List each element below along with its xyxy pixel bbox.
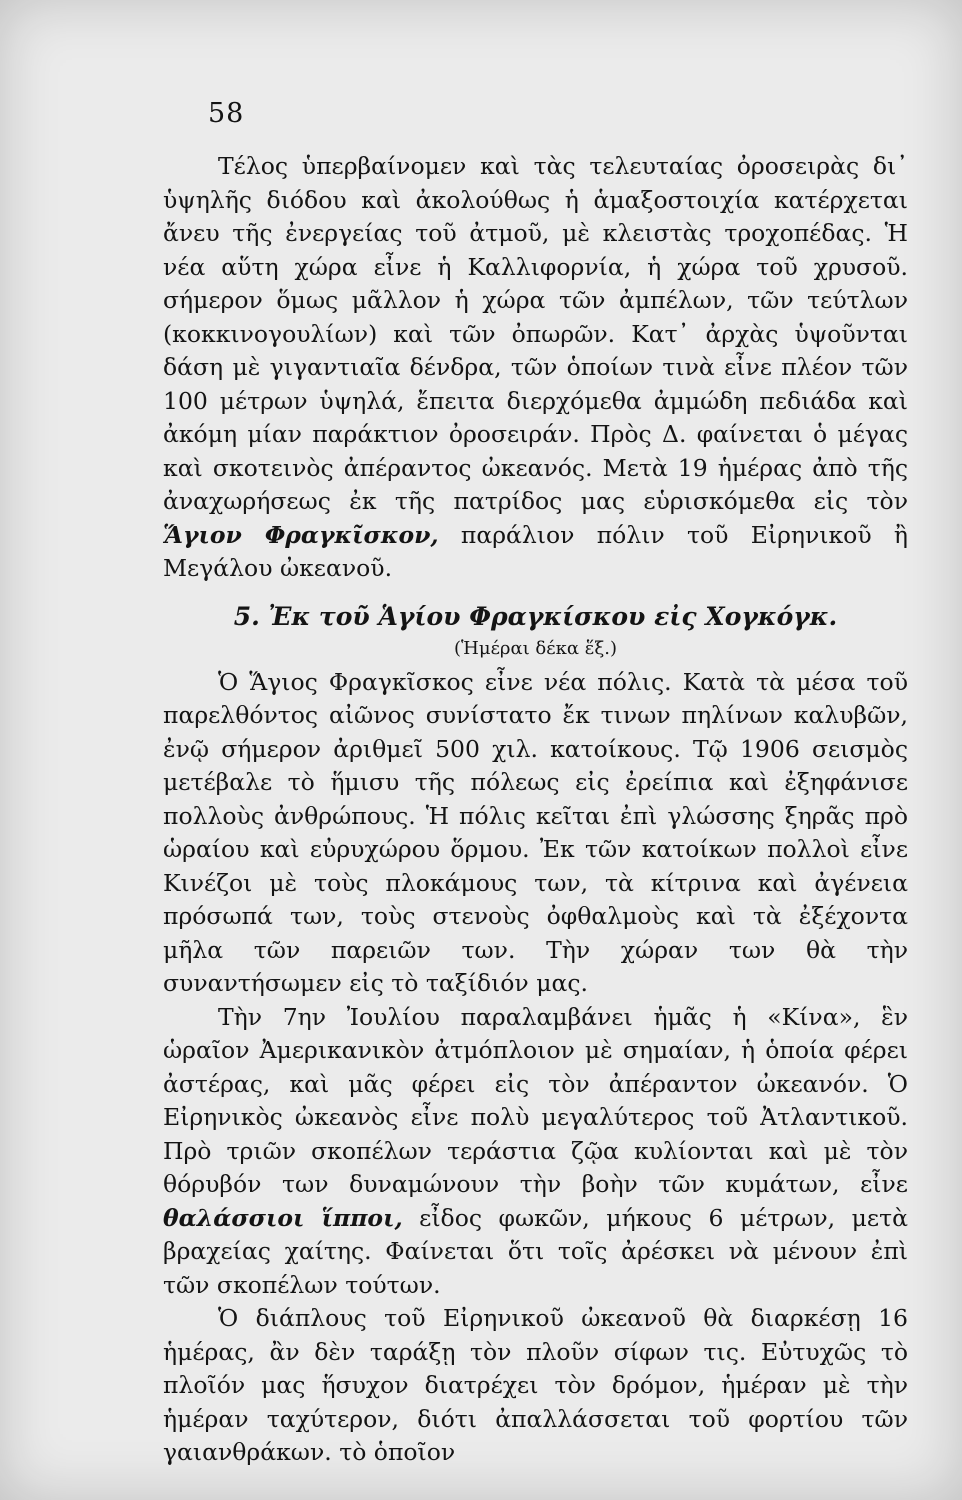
paragraph-2: Ὁ Ἅγιος Φραγκῖσκος εἶνε νέα πόλις. Κατὰ τὰ μέσα τοῦ παρελθόντος αἰῶνος συνίστατο ἔκ τινων πηλίνων καλυβῶν, ἐνῷ σήμερον ἀριθμεῖ 500 χιλ. κατοίκους. Τῷ 1906 σεισμὸς μετέβαλε τὸ ἥμισυ τῆς πόλεως εἰς ἐρείπια καὶ ἐξηφάνισε πολλοὺς ἀνθρώπους. Ἡ πόλις κεῖται ἐπὶ γλώσσης ξηρᾶς πρὸ ὡραίου καὶ εὐρυχώρου ὅρμου. Ἐκ τῶν κατοίκων πολλοὶ εἶνε Κινέζοι μὲ τοὺς πλοκάμους των, τὰ κίτρινα καὶ ἀγένεια πρόσωπά των, τοὺς στενοὺς ὀφθαλμοὺς καὶ τὰ ἐξέχοντα μῆλα τῶν παρειῶν των. Τὴν χώραν των θὰ τὴν συναντήσωμεν εἰς τὸ ταξίδιόν μας. <box>163 667 908 997</box>
paragraph-1-end: παράλιον πόλιν τοῦ Εἰρηνικοῦ ἢ Μεγάλου ὠκεανοῦ. <box>163 520 908 582</box>
body-text <box>163 150 908 1470</box>
section-subheading: (Ἡμέραι δέκα ἕξ.) <box>453 637 618 659</box>
paragraph-1-text: Τέλος ὑπερβαίνομεν καὶ τὰς τελευταίας ὀροσειρὰς δι᾽ ὑψηλῆς διόδου καὶ ἀκολούθως ἡ ἁμαξοστοιχία κατέρχεται ἄνευ τῆς ἐνεργείας τοῦ ἀτμοῦ, μὲ κλειστὰς τροχοπέδας. Ἡ νέα αὕτη χώρα εἶνε ἡ Καλλιφορνία, ἡ χώρα τοῦ χρυσοῦ. σήμερον ὅμως μᾶλλον ἡ χώρα τῶν ἀμπέλων, τῶν τεύτλων (κοκκινογουλίων) καὶ τῶν ὀπωρῶν. Κατ᾽ ἀρχὰς ὑψοῦνται δάση μὲ γιγαντιαῖα δένδρα, τῶν ὁποίων τινὰ εἶνε πλέον τῶν 100 μέτρων ὑψηλά, ἔπειτα διερχόμεθα ἀμμώδη πεδιάδα καὶ ἀκόμη μίαν παράκτιον ὀροσειράν. Πρὸς Δ. φαίνεται ὁ μέγας καὶ σκοτεινὸς ἀπέραντος ὠκεανός. Μετὰ 19 ἡμέρας ἀπὸ τῆς ἀναχωρήσεως ἐκ τῆς πατρίδος μας εὑρισκόμεθα εἰς τὸν <box>163 152 908 515</box>
page-number: 58 <box>208 98 245 129</box>
paragraph-3-text: Τὴν 7ην Ἰουλίου παραλαμβάνει ἡμᾶς ἡ «Κίνα», ἓν ὡραῖον Ἀμερικανικὸν ἀτμόπλοιον μὲ σημαίαν, ἡ ὁποία φέρει ἀστέρας, καὶ μᾶς φέρει εἰς τὸν ἀπέραντον ὠκεανόν. Ὁ Εἰρηνικὸς ὠκεανὸς εἶνε πολὺ μεγαλύτερος τοῦ Ἀτλαντικοῦ. Πρὸ τριῶν σκοπέλων τεράστια ζῷα κυλίονται καὶ μὲ τὸν θόρυβόν των δυναμώνουν τὴν βοὴν τῶν κυμάτων, εἶνε <box>163 1002 908 1198</box>
paragraph-3-end: εἶδος φωκῶν, μήκους 6 μέτρων, μετὰ βραχείας χαίτης. Φαίνεται ὅτι τοῖς ἀρέσκει νὰ μένουν ἐπὶ τῶν σκοπέλων τούτων. <box>163 1203 908 1299</box>
emphasis-san-francisco: Ἅγιον Φραγκῖσκον, <box>163 520 439 549</box>
paragraph-1 <box>163 150 908 586</box>
paragraph-4: Ὁ διάπλους τοῦ Εἰρηνικοῦ ὠκεανοῦ θὰ διαρκέσῃ 16 ἡμέρας, ἂν δὲν ταράξῃ τὸν πλοῦν σίφων τις. Εὐτυχῶς τὸ πλοῖόν μας ἥσυχον διατρέχει τὸν δρόμον, ἡμέραν μὲ τὴν ἡμέραν ταχύτερον, διότι ἀπαλλάσσεται τοῦ φορτίου τῶν γαιανθράκων. τὸ ὁποῖον <box>163 1304 908 1466</box>
section-heading: 5. Ἐκ τοῦ Ἁγίου Φραγκίσκου εἰς Χογκόγκ. <box>233 601 838 631</box>
paragraph-3 <box>163 1001 908 1303</box>
emphasis-sea-lions: θαλάσσιοι ἵπποι, <box>163 1203 403 1232</box>
